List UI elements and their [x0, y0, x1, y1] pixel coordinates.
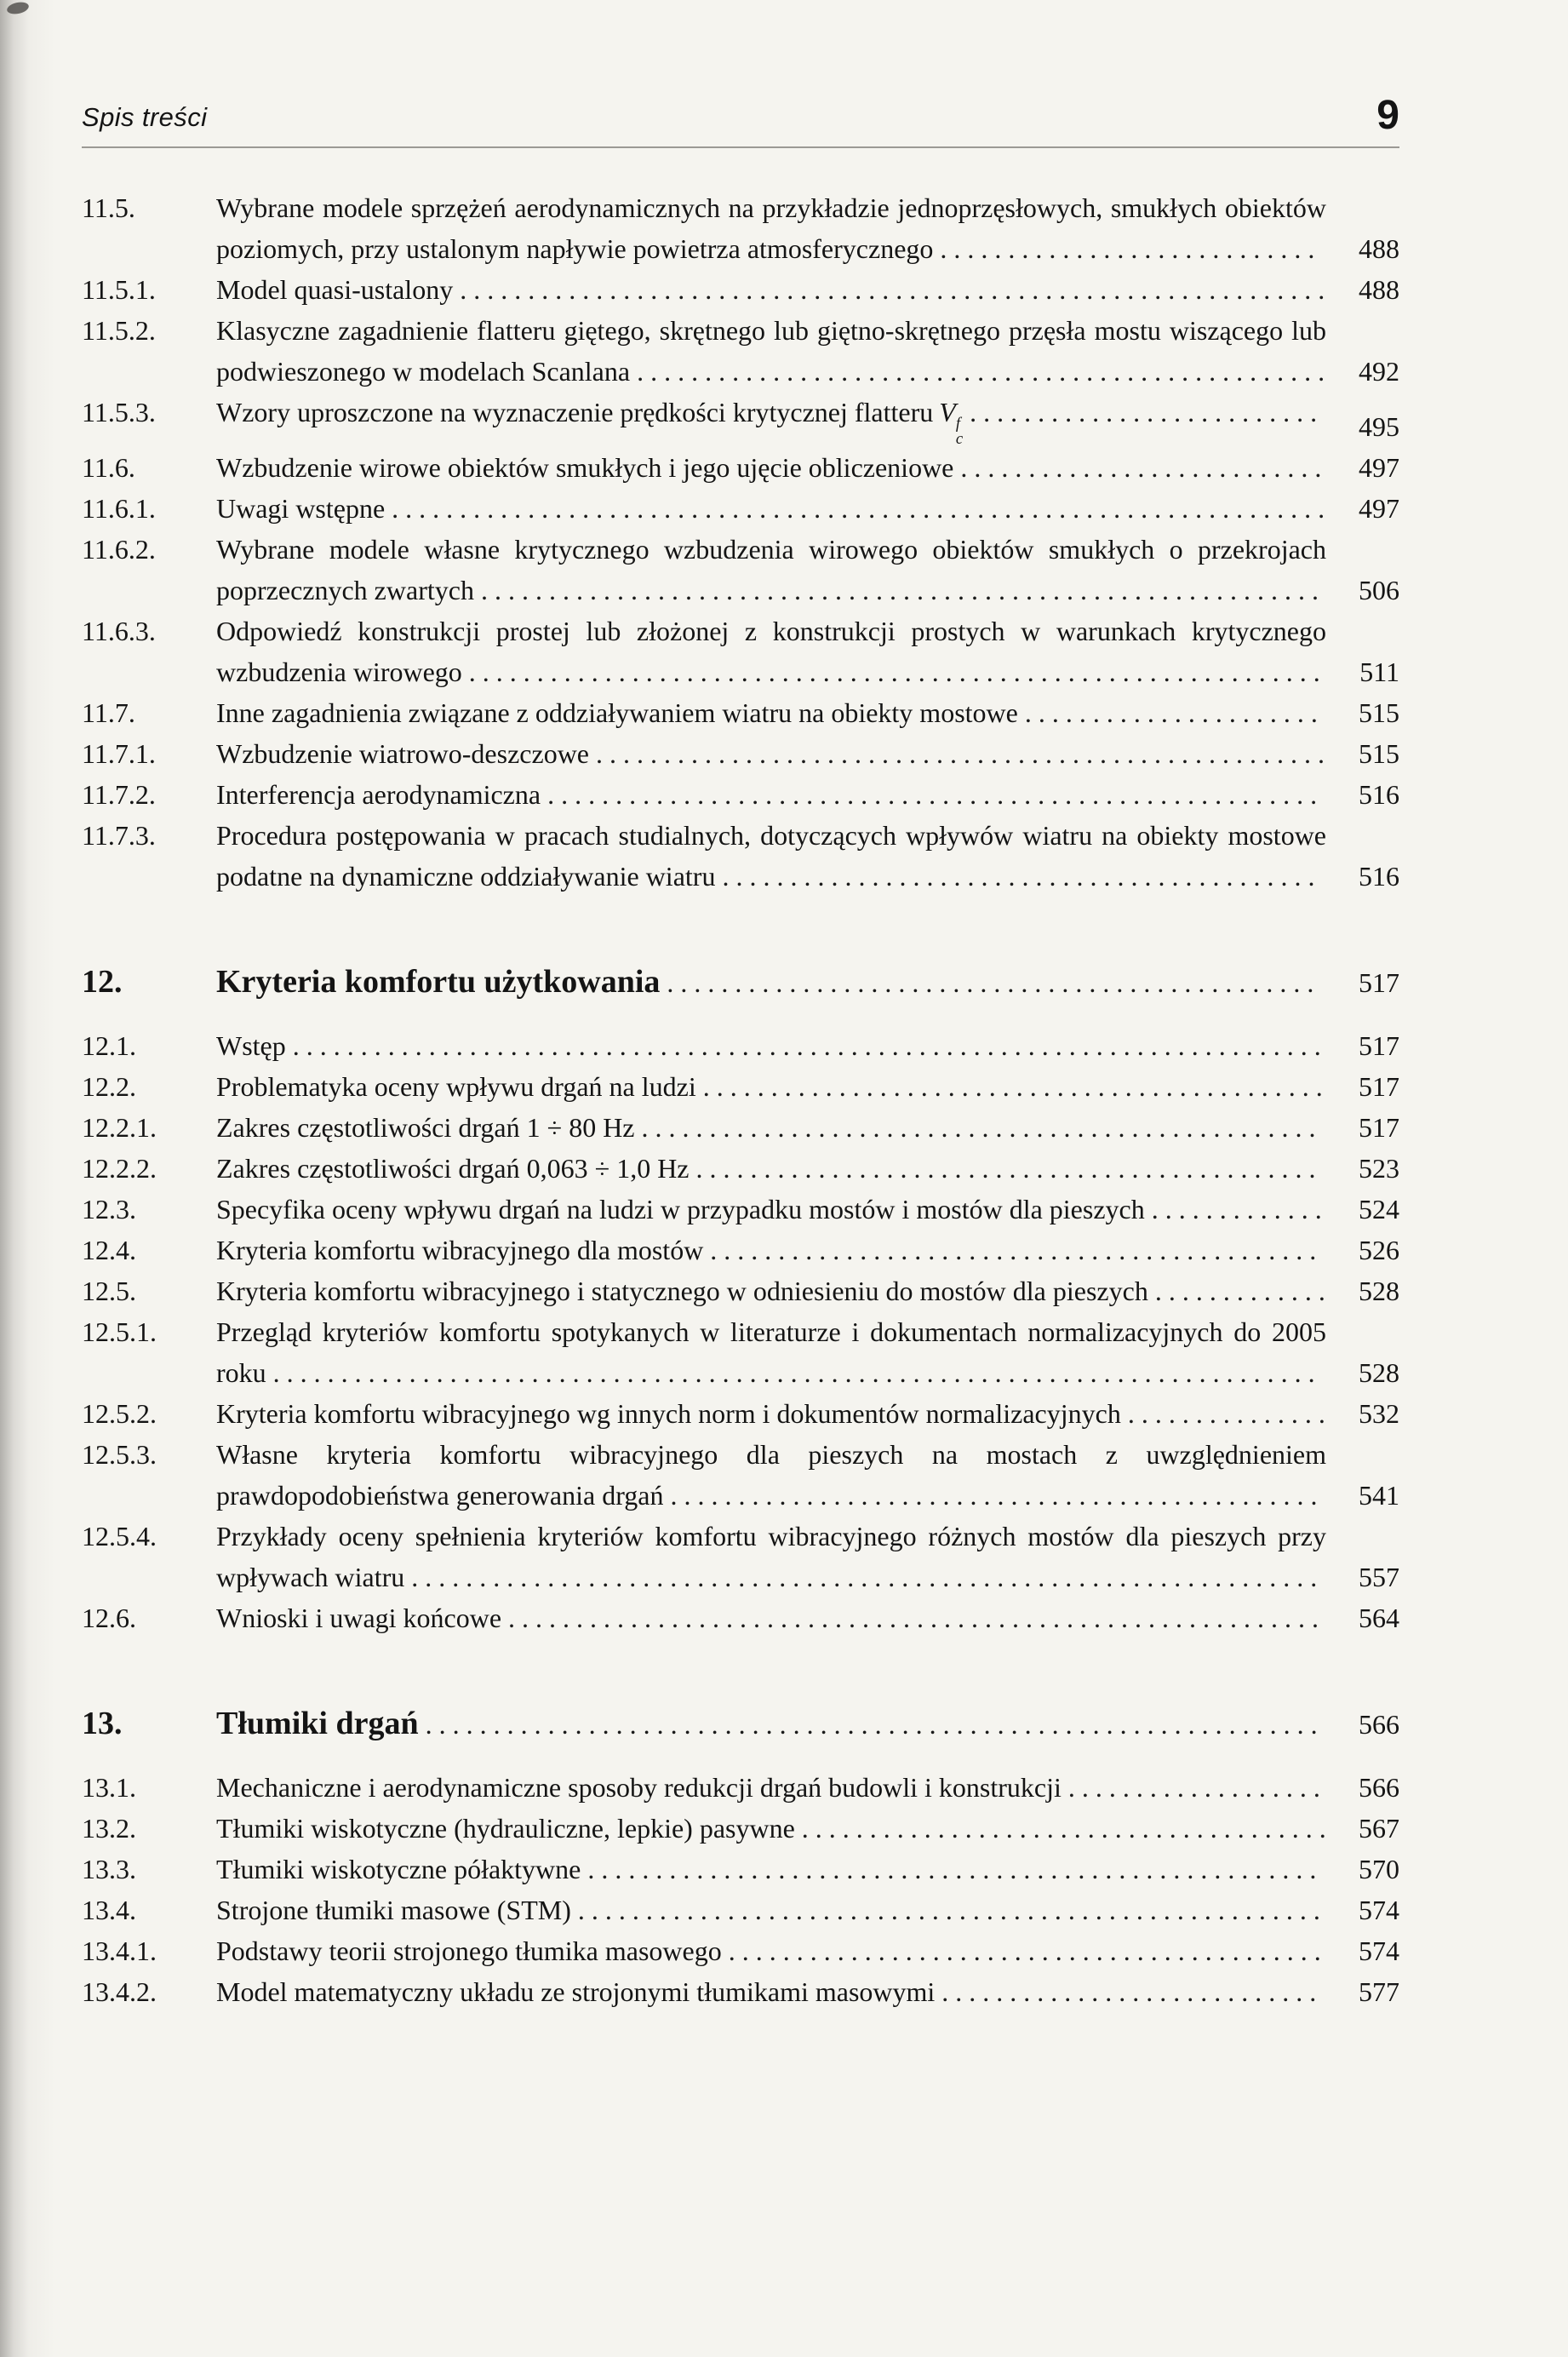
toc-entry-page: 492 — [1359, 356, 1399, 387]
toc-entry-title — [216, 815, 1326, 897]
toc-entry-number: 12.5.4. — [82, 1520, 157, 1551]
toc-entry-page: 570 — [1359, 1853, 1399, 1884]
table-of-contents — [82, 187, 1399, 2012]
toc-entry-number: 11.6. — [82, 451, 135, 483]
toc-entry-text: Model quasi-ustalony — [216, 274, 454, 305]
toc-entry-text: Tłumiki wiskotyczne półaktywne — [216, 1853, 581, 1884]
toc-entry-page: 528 — [1359, 1275, 1399, 1306]
section-title — [216, 960, 1326, 1005]
toc-entry-text: Odpowiedź konstrukcji prostej lub złożonej z konstrukcji prostych w warunkach krytycznego wzbudzenia wirowego — [216, 615, 1326, 687]
dot-leader: . . . . . . . . . . . . . . . . . . . . . . . . . . . . . . . . . . . . . . . . . . . . . . . . — [663, 1479, 1318, 1511]
math-base: V — [939, 397, 956, 427]
toc-entry-title — [216, 733, 1326, 774]
toc-entry — [82, 1393, 1399, 1434]
dot-leader: . . . . . . . . . . . . . . . . . . . . . . . . . . . . . . . . . . . . . . . . . . . . . . . . . . . . . . — [589, 737, 1325, 769]
toc-entry-page: 523 — [1359, 1152, 1399, 1184]
toc-entry-title — [216, 1516, 1326, 1597]
velocity-symbol — [939, 397, 964, 448]
toc-entry-title — [216, 187, 1326, 269]
toc-entry-text: Wzbudzenie wiatrowo-deszczowe — [216, 737, 589, 769]
toc-entry-page: 488 — [1359, 233, 1399, 264]
toc-entry-title — [216, 392, 1326, 447]
dot-leader: . . . . . . . . . . . . . . . . . . . . . . . . . . . . . . . . . . . . . . . . . . . . . . . . . . . . . . . . . . . . . . . . — [453, 274, 1325, 305]
toc-entry — [82, 1189, 1399, 1230]
toc-entry-number: 11.5.2. — [82, 315, 156, 346]
dot-leader: . . . . . . . . . . . . . . . . . . . . . . . . . . . . . . . . . . . . . . . . . . . . . . . . . . . — [630, 356, 1325, 387]
toc-entry-title — [216, 692, 1326, 733]
toc-entry-number: 11.7.1. — [82, 737, 156, 769]
toc-entry — [82, 1311, 1399, 1393]
toc-entry-title — [216, 1808, 1326, 1849]
dot-leader: . . . . . . . . . . . . . . . . . . . . . . . . . . . . . . . . . . . . . . . . . . . . . . . . . . . . . . — [581, 1853, 1317, 1884]
dot-leader: . . . . . . . . . . . . . . . . . . . . . . . . . . . . . . . . . . . . . . . . . . . . . . — [689, 1152, 1316, 1184]
toc-entry-number: 12.5.3. — [82, 1438, 157, 1470]
page-header-title: Spis treści — [82, 102, 208, 132]
toc-entry — [82, 815, 1399, 897]
section-title-text: Tłumiki drgań — [216, 1705, 419, 1741]
dot-leader: . . . . . . . . . . . . . . . . . . . . . . . . . . . . . . . . . . . . . . . . . . . . . . . . . . . . . . . . . . . . . . . . . . . — [404, 1561, 1318, 1592]
toc-entry-title — [216, 1189, 1326, 1230]
dot-leader: . . . . . . . . . . . . . — [1144, 1193, 1322, 1224]
section-heading — [82, 960, 1399, 1005]
toc-entry-page: 516 — [1359, 778, 1399, 810]
toc-entry-text: Wnioski i uwagi końcowe — [216, 1602, 502, 1633]
toc-entry-page: 577 — [1359, 1976, 1399, 2007]
toc-entry-title — [216, 1434, 1326, 1516]
toc-entry — [82, 733, 1399, 774]
toc-entry-page: 497 — [1359, 492, 1399, 524]
toc-entry-number: 12.2.2. — [82, 1152, 157, 1184]
toc-entry-text: Zakres częstotliwości drgań 0,063 ÷ 1,0 Hz — [216, 1152, 690, 1184]
toc-entry-number: 13.1. — [82, 1771, 136, 1803]
toc-entry-text: Kryteria komfortu wibracyjnego wg innych norm i dokumentów normalizacyjnych — [216, 1397, 1121, 1429]
toc-entry-title — [216, 1230, 1326, 1270]
toc-entry-text: Strojone tłumiki masowe (STM) — [216, 1894, 571, 1925]
toc-entry-title — [216, 1597, 1326, 1638]
toc-entry — [82, 1597, 1399, 1638]
toc-entry-number: 13.4.2. — [82, 1976, 157, 2007]
toc-entry-text: Podstawy teorii strojonego tłumika masowego — [216, 1935, 722, 1966]
toc-entry — [82, 774, 1399, 815]
math-sup: f — [955, 415, 960, 433]
toc-entry-title — [216, 1767, 1326, 1808]
section-page: 566 — [1359, 1708, 1399, 1740]
toc-entry-number: 13.3. — [82, 1853, 136, 1884]
toc-entry-page: 564 — [1359, 1602, 1399, 1633]
dot-leader: . . . . . . . . . . . . . . . . . . . . . . . . . . . . . . . . . . . . . . . . . . . . — [715, 860, 1315, 892]
section-heading — [82, 1701, 1399, 1746]
dot-leader: . . . . . . . . . . . . . . . . . . . . . . . . . . . . . . . . . . . . . . . — [794, 1812, 1326, 1844]
toc-entry — [82, 392, 1399, 447]
toc-entry-text: Tłumiki wiskotyczne (hydrauliczne, lepkie) pasywne — [216, 1812, 795, 1844]
toc-entry-number: 12.2. — [82, 1070, 136, 1102]
toc-entry-number: 12.6. — [82, 1602, 136, 1633]
toc-entry-page: 517 — [1359, 1111, 1399, 1143]
toc-entry-number: 11.5.3. — [82, 397, 156, 427]
toc-entry-text: Wstęp — [216, 1029, 286, 1061]
toc-entry-title — [216, 1025, 1326, 1066]
toc-entry — [82, 529, 1399, 611]
dot-leader: . . . . . . . . . . . . . — [1147, 1275, 1325, 1306]
toc-entry — [82, 269, 1399, 310]
dot-leader: . . . . . . . . . . . . . . . . . . . . . . . . . . . . . . . . . . . . . . . . . . . . . . — [695, 1070, 1323, 1102]
toc-entry-text: Wzory uproszczone na wyznaczenie prędkości krytycznej flatteru — [216, 397, 934, 427]
toc-entry-title — [216, 488, 1326, 529]
section-number: 12. — [82, 963, 123, 1000]
toc-entry-text: Przykłady oceny spełnienia kryteriów komfortu wibracyjnego różnych mostów dla pieszych przy wpływach wiatru — [216, 1520, 1326, 1592]
toc-entry — [82, 1849, 1399, 1890]
section-page: 517 — [1359, 966, 1399, 998]
toc-entry-text: Kryteria komfortu wibracyjnego i statycznego w odniesieniu do mostów dla pieszych — [216, 1275, 1148, 1306]
toc-entry — [82, 310, 1399, 392]
toc-entry-title — [216, 774, 1326, 815]
toc-entry-number: 11.7.2. — [82, 778, 156, 810]
toc-entry-text: Mechaniczne i aerodynamiczne sposoby redukcji drgań budowli i konstrukcji — [216, 1771, 1062, 1803]
dot-leader: . . . . . . . . . . . . . . . . . . . . . . . . . . . . . . . . . . . . . . . . . . . . . . . . . . . . . . . . . . . . . . . . . . . . . . . . . . . . — [285, 1029, 1321, 1061]
toc-entry-page: 497 — [1359, 451, 1399, 483]
toc-entry-title — [216, 1890, 1326, 1930]
math-supsub — [956, 416, 963, 446]
dot-leader: . . . . . . . . . . . . . . . . . . . . . . . . . . . . . . . . . . . . . . . . . . . . . . . . . . — [634, 1111, 1316, 1143]
dot-leader: . . . . . . . . . . . . . . . . . . . . . . . . . . . . . . . . . . . . . . . . . . . . . . . . . . . . . . . . . . . . . . . . . . . . . . . . . . . . . — [266, 1356, 1315, 1388]
toc-entry-number: 12.5. — [82, 1275, 136, 1306]
toc-entry-title — [216, 611, 1326, 692]
dot-leader: . . . . . . . . . . . . . . . . . . . . . . . . . . . . — [933, 233, 1315, 264]
dot-leader: . . . . . . . . . . . . . . . . . . . . . . . . . . . . . . . . . . . . . . . . . . . . . . . . . . . . . . . . . — [541, 778, 1318, 810]
section-number: 13. — [82, 1705, 123, 1741]
dot-leader: . . . . . . . . . . . . . . . . . . . . . . . . . . . . . . . . . . . . . . . . . . . . . . . . . . . . . . . — [570, 1894, 1320, 1925]
toc-entry-page: 517 — [1359, 1029, 1399, 1061]
toc-entry-text: Procedura postępowania w pracach studialnych, dotyczących wpływów wiatru na obiekty mostowe podatne na dynamiczne oddziaływanie wiatru — [216, 819, 1326, 892]
toc-entry — [82, 1107, 1399, 1148]
dot-leader: . . . . . . . . . . . . . . . . . . . . . . . . . . — [963, 397, 1318, 427]
toc-entry-page: 557 — [1359, 1561, 1399, 1592]
dot-leader: . . . . . . . . . . . . . . . . . . . . . . . . . . . . . . . . . . . . . . . . . . . . — [721, 1935, 1321, 1966]
toc-entry-number: 13.4.1. — [82, 1935, 157, 1966]
toc-entry-text: Wybrane modele sprzężeń aerodynamicznych na przykładzie jednoprzęsłowych, smukłych obiektów poziomych, przy ustalonym napływie powietrza atmosferycznego — [216, 192, 1326, 264]
toc-entry-text: Zakres częstotliwości drgań 1 ÷ 80 Hz — [216, 1111, 635, 1143]
toc-entry-title — [216, 310, 1326, 392]
dot-leader: . . . . . . . . . . . . . . . . . . . . . . . . . . . . — [935, 1976, 1317, 2007]
toc-entry-page: 532 — [1359, 1397, 1399, 1429]
toc-entry — [82, 1808, 1399, 1849]
toc-entry — [82, 1516, 1399, 1597]
toc-entry — [82, 1767, 1399, 1808]
toc-entry — [82, 1066, 1399, 1107]
dot-leader: . . . . . . . . . . . . . . . . . . . . . . . . . . . . . . . . . . . . . . . . . . . . . . . . . . . . . . . . . . . . . . . . . . — [418, 1708, 1318, 1740]
toc-entry-number: 11.6.2. — [82, 533, 156, 565]
toc-entry — [82, 488, 1399, 529]
toc-entry-title — [216, 1849, 1326, 1890]
toc-entry — [82, 1930, 1399, 1971]
dot-leader: . . . . . . . . . . . . . . . . . . . . . . — [1017, 697, 1318, 728]
toc-entry-text: Klasyczne zagadnienie flatteru giętego, skrętnego lub giętno-skrętnego przęsła mostu wiszącego lub podwieszonego w modelach Scanlana — [216, 315, 1326, 387]
toc-entry — [82, 447, 1399, 488]
toc-entry-page: 526 — [1359, 1234, 1399, 1265]
dot-leader: . . . . . . . . . . . . . . . . . . . . . . . . . . . . . . . . . . . . . . . . . . . . . . . . . . . . . . . . . . . . . . . — [461, 656, 1320, 687]
dot-leader: . . . . . . . . . . . . . . . . . . . . . . . . . . . . . . . . . . . . . . . . . . . . . . . . — [660, 966, 1314, 998]
toc-entry — [82, 1025, 1399, 1066]
toc-entry-text: Problematyka oceny wpływu drgań na ludzi — [216, 1070, 696, 1102]
toc-entry-text: Własne kryteria komfortu wibracyjnego dla pieszych na mostach z uwzględnieniem prawdopodobieństwa generowania drgań — [216, 1438, 1326, 1511]
page-number: 9 — [1376, 93, 1399, 138]
toc-entry-title — [216, 447, 1326, 488]
toc-entry-text: Interferencja aerodynamiczna — [216, 778, 541, 810]
toc-entry-page: 574 — [1359, 1894, 1399, 1925]
toc-entry-number: 13.2. — [82, 1812, 136, 1844]
toc-entry — [82, 1148, 1399, 1189]
toc-entry-page: 511 — [1359, 656, 1399, 687]
toc-entry-title — [216, 1930, 1326, 1971]
section-title — [216, 1701, 1326, 1746]
toc-entry-title — [216, 1148, 1326, 1189]
toc-entry — [82, 1270, 1399, 1311]
toc-entry — [82, 611, 1399, 692]
toc-entry — [82, 1890, 1399, 1930]
toc-entry-page: 506 — [1359, 574, 1399, 605]
toc-entry-text: Przegląd kryteriów komfortu spotykanych w literaturze i dokumentach normalizacyjnych do 2005 roku — [216, 1316, 1326, 1388]
toc-entry-page: 566 — [1359, 1771, 1399, 1803]
page-header — [82, 95, 1399, 148]
toc-entry-title — [216, 529, 1326, 611]
toc-entry-page: 567 — [1359, 1812, 1399, 1844]
dot-leader: . . . . . . . . . . . . . . . . . . . . . . . . . . . . . . . . . . . . . . . . . . . . . . . . . . . . . . . . . . . . . . . . . . . . . — [385, 492, 1325, 524]
toc-entry-title — [216, 1270, 1326, 1311]
toc-entry-text: Uwagi wstępne — [216, 492, 386, 524]
toc-entry-number: 12.4. — [82, 1234, 136, 1265]
toc-entry-text: Kryteria komfortu wibracyjnego dla mostów — [216, 1234, 704, 1265]
section-title-text: Kryteria komfortu użytkowania — [216, 963, 661, 1000]
dot-leader: . . . . . . . . . . . . . . . . . . . — [1061, 1771, 1320, 1803]
dot-leader: . . . . . . . . . . . . . . . . . . . . . . . . . . . . . . . . . . . . . . . . . . . . . — [703, 1234, 1317, 1265]
toc-entry-number: 11.7.3. — [82, 819, 156, 851]
toc-entry — [82, 1230, 1399, 1270]
toc-entry-number: 13.4. — [82, 1894, 136, 1925]
toc-entry-number: 12.2.1. — [82, 1111, 157, 1143]
toc-entry-page: 517 — [1359, 1070, 1399, 1102]
toc-entry-text: Inne zagadnienia związane z oddziaływaniem wiatru na obiekty mostowe — [216, 697, 1018, 728]
toc-entry-number: 11.7. — [82, 697, 135, 728]
toc-entry-number: 11.6.1. — [82, 492, 156, 524]
dot-leader: . . . . . . . . . . . . . . . . . . . . . . . . . . . . . . . . . . . . . . . . . . . . . . . . . . . . . . . . . . . . . . — [473, 574, 1319, 605]
toc-entry-page: 524 — [1359, 1193, 1399, 1224]
toc-entry-text: Wybrane modele własne krytycznego wzbudzenia wirowego obiektów smukłych o przekrojach poprzecznych zwartych — [216, 533, 1326, 605]
toc-entry-page: 495 — [1359, 410, 1399, 442]
toc-entry-number: 12.3. — [82, 1193, 136, 1224]
toc-entry — [82, 692, 1399, 733]
toc-entry-text: Wzbudzenie wirowe obiektów smukłych i jego ujęcie obliczeniowe — [216, 451, 954, 483]
toc-entry-number: 12.5.2. — [82, 1397, 157, 1429]
toc-entry — [82, 1434, 1399, 1516]
toc-entry-number: 12.5.1. — [82, 1316, 157, 1347]
dot-leader: . . . . . . . . . . . . . . . — [1120, 1397, 1325, 1429]
toc-entry — [82, 1971, 1399, 2012]
toc-entry-page: 488 — [1359, 274, 1399, 305]
toc-entry-number: 11.5. — [82, 192, 135, 223]
toc-entry-text: Specyfika oceny wpływu drgań na ludzi w przypadku mostów i mostów dla pieszych — [216, 1193, 1145, 1224]
math-sub: c — [955, 429, 964, 448]
toc-entry-title — [216, 1971, 1326, 2012]
toc-entry-page: 516 — [1359, 860, 1399, 892]
toc-entry-number: 12.1. — [82, 1029, 136, 1061]
toc-entry-title — [216, 1066, 1326, 1107]
toc-entry-page: 528 — [1359, 1356, 1399, 1388]
toc-entry-text: Model matematyczny układu ze strojonymi tłumikami masowymi — [216, 1976, 936, 2007]
toc-entry-number: 11.5.1. — [82, 274, 156, 305]
toc-entry-title — [216, 1107, 1326, 1148]
toc-entry — [82, 187, 1399, 269]
toc-entry-number: 11.6.3. — [82, 615, 156, 646]
dot-leader: . . . . . . . . . . . . . . . . . . . . . . . . . . . — [953, 451, 1322, 483]
toc-entry-page: 515 — [1359, 737, 1399, 769]
toc-entry-title — [216, 269, 1326, 310]
toc-entry-page: 574 — [1359, 1935, 1399, 1966]
toc-entry-title — [216, 1311, 1326, 1393]
dot-leader: . . . . . . . . . . . . . . . . . . . . . . . . . . . . . . . . . . . . . . . . . . . . . . . . . . . . . . . . . . . . — [501, 1602, 1319, 1633]
toc-entry-title — [216, 1393, 1326, 1434]
toc-entry-page: 541 — [1359, 1479, 1399, 1511]
toc-entry-page: 515 — [1359, 697, 1399, 728]
